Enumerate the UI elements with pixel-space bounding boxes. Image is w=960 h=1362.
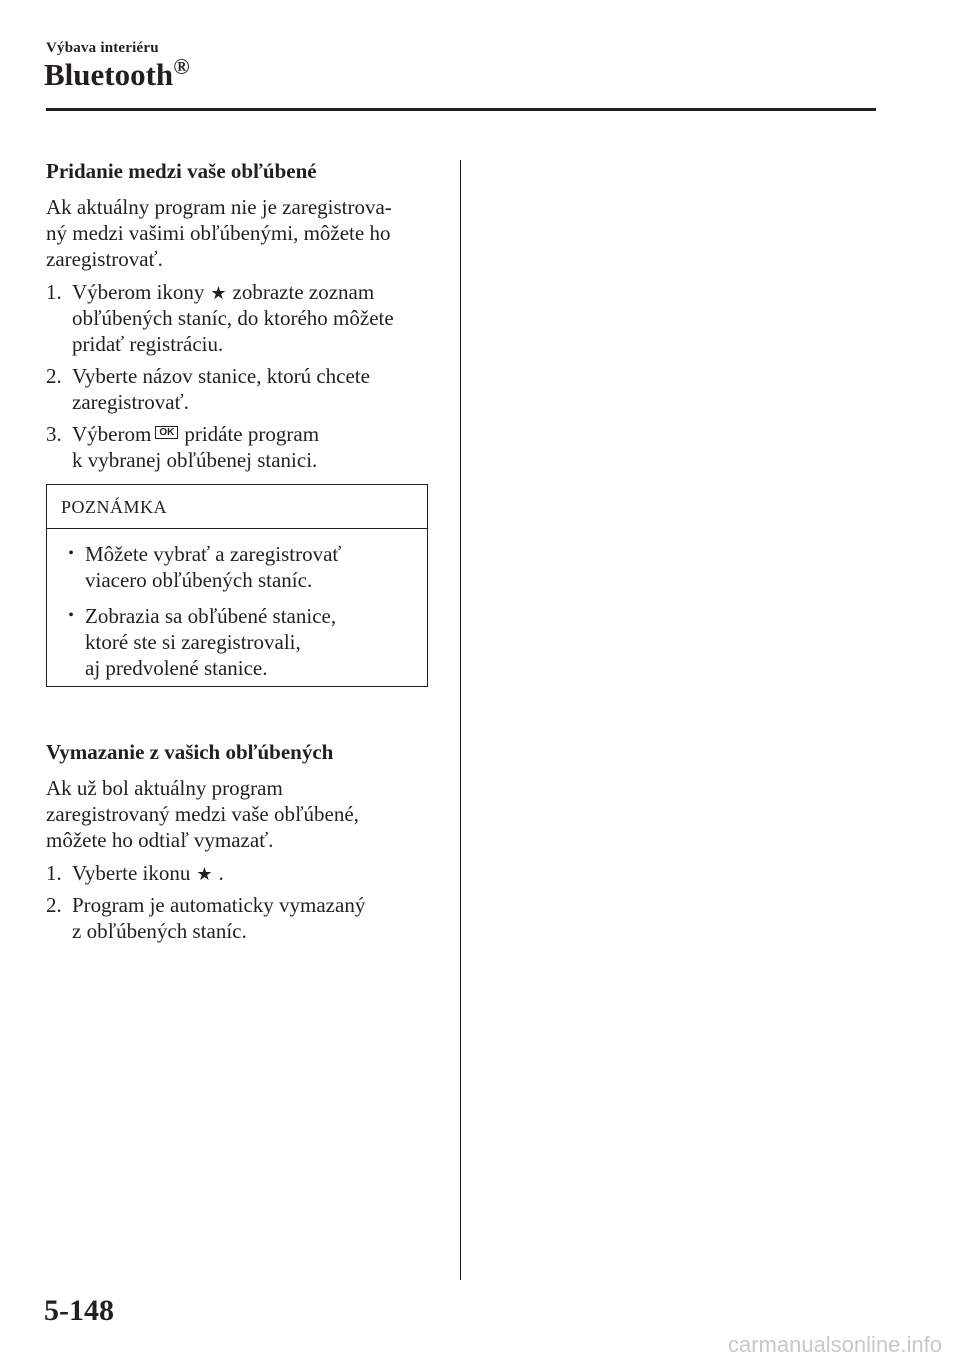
section-label: Výbava interiéru — [46, 40, 159, 56]
list-item — [46, 892, 436, 944]
note-item-text: Môžete vybrať a zaregistrovať viacero obľúbených staníc. — [85, 542, 342, 592]
list-item — [57, 541, 417, 593]
list-item — [57, 603, 417, 681]
note-item-text: Zobrazia sa obľúbené stanice, ktoré ste si zaregistrovali, aj predvolené stanice. — [85, 604, 337, 680]
step-text-after: zobrazte zoznam obľúbených staníc, do ktorého môžete pridať registráciu. — [72, 280, 394, 356]
add-favorites-steps — [46, 279, 436, 473]
list-item — [46, 363, 436, 415]
bullet: • — [68, 607, 74, 624]
list-item — [46, 860, 436, 886]
step-text-before: Výberom — [72, 422, 152, 446]
step-number: 2. — [46, 893, 62, 917]
note-box — [46, 484, 428, 687]
star-icon: ★ — [210, 283, 227, 303]
page-number: 5-148 — [44, 1294, 114, 1327]
title-rule — [46, 108, 876, 111]
step-text — [72, 860, 436, 886]
column-divider — [460, 160, 461, 1280]
note-title: POZNÁMKA — [47, 485, 427, 529]
step-text-before: Výberom ikony — [72, 280, 205, 304]
chapter-title-text: Bluetooth — [44, 57, 174, 92]
ok-icon: OK — [155, 426, 178, 439]
step-number: 1. — [46, 280, 62, 304]
remove-favorites-section — [46, 739, 436, 944]
step-text-before: Vyberte ikonu — [72, 861, 191, 885]
step-number: 1. — [46, 861, 62, 885]
add-favorites-section — [46, 158, 436, 473]
remove-favorites-intro: Ak už bol aktuálny program zaregistrovaný medzi vaše obľúbené, môžete ho odtiaľ vymazať. — [46, 776, 359, 852]
star-icon: ★ — [196, 864, 213, 884]
remove-favorites-steps — [46, 860, 436, 944]
registered-mark: ® — [173, 54, 190, 79]
bullet: • — [68, 545, 74, 562]
step-text-after: pridáte program k vybranej obľúbenej stanici. — [72, 422, 320, 472]
add-favorites-intro: Ak aktuálny program nie je zaregistrova- ný medzi vašimi obľúbenými, môžete ho zaregistrovať. — [46, 195, 392, 271]
remove-favorites-heading: Vymazanie z vašich obľúbených — [46, 740, 334, 764]
watermark-text: carmanualsonline.info — [727, 1332, 942, 1357]
step-number: 2. — [46, 364, 62, 388]
step-number: 3. — [46, 422, 62, 446]
step-text: Vyberte názov stanice, ktorú chcete zaregistrovať. — [72, 364, 370, 414]
add-favorites-heading: Pridanie medzi vaše obľúbené — [46, 159, 317, 183]
note-list — [47, 529, 427, 681]
step-text — [72, 421, 436, 473]
list-item — [46, 279, 436, 357]
list-item — [46, 421, 436, 473]
step-text — [72, 279, 436, 357]
chapter-title — [44, 56, 190, 93]
step-text: Program je automaticky vymazaný z obľúbených staníc. — [72, 893, 366, 943]
step-text-after: . — [218, 861, 224, 885]
